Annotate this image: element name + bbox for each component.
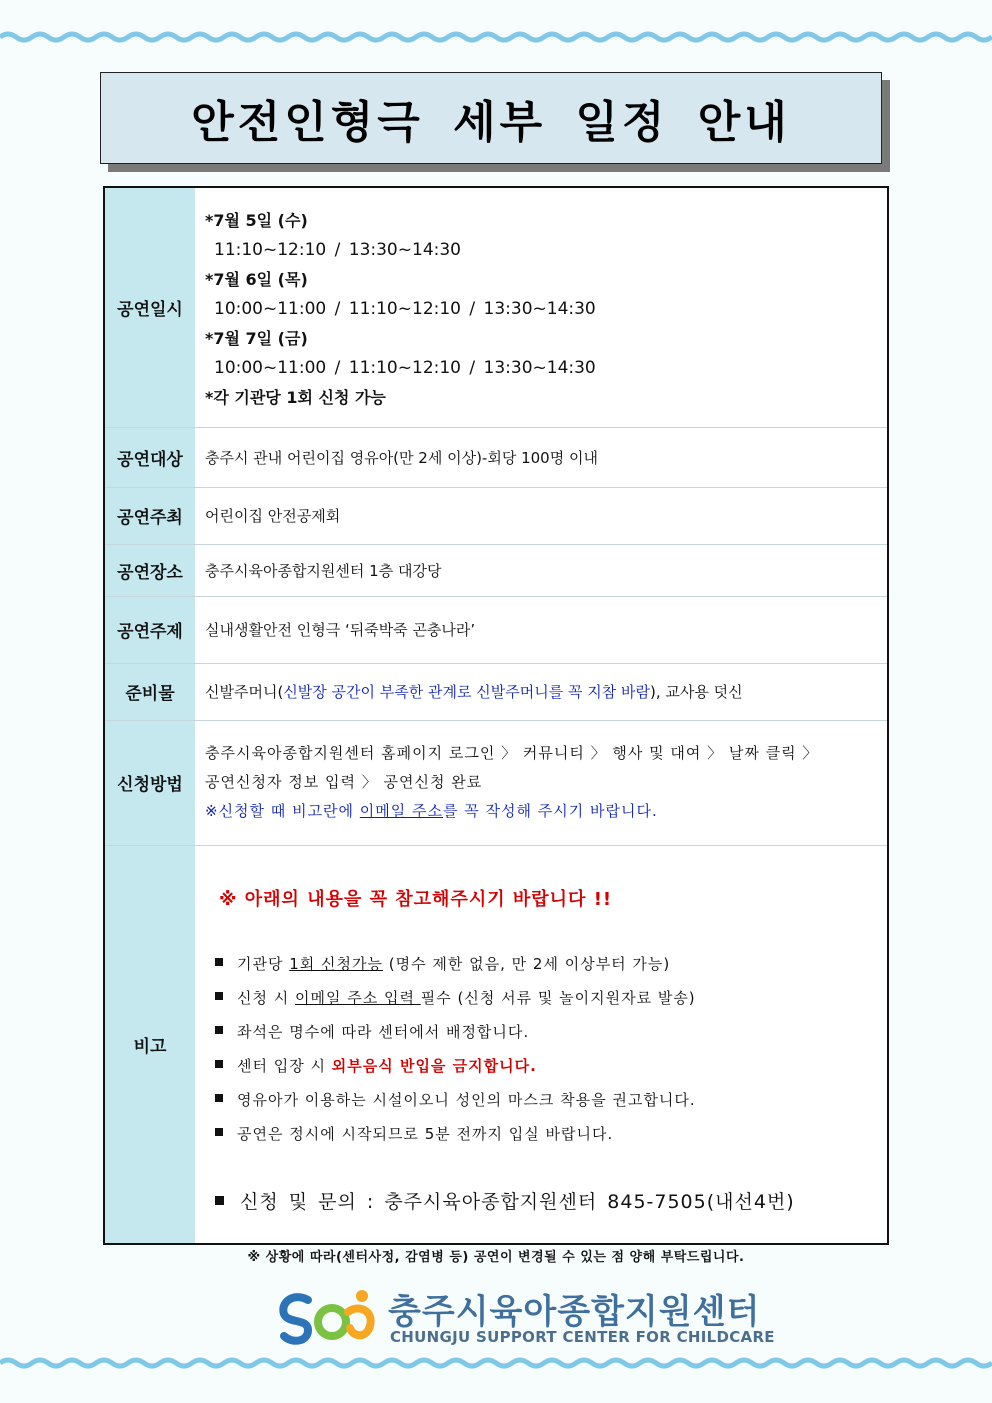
item-underlined: 1회 신청가능: [289, 954, 384, 973]
row-remarks: [104, 845, 888, 1244]
center-logo-icon: [278, 1282, 388, 1350]
row-prep: [104, 663, 888, 720]
label-schedule: 공연일시: [104, 187, 195, 427]
method-line3-a: ※신청할 때 비고란에: [205, 802, 360, 820]
bottom-wave-border: [0, 1356, 992, 1370]
square-bullet-icon: [215, 958, 223, 966]
schedule-note: *각 기관당 1회 신청 가능: [205, 388, 386, 407]
square-bullet-icon: [215, 1196, 224, 1205]
label-host: 공연주최: [104, 487, 195, 544]
item-text: 센터 입장 시: [237, 1056, 332, 1075]
logo-name-en: CHUNGJU SUPPORT CENTER FOR CHILDCARE: [390, 1328, 775, 1346]
list-item: [215, 947, 887, 981]
item-text: 신청 시: [237, 988, 296, 1007]
list-item: [215, 1117, 887, 1151]
square-bullet-icon: [215, 1060, 223, 1068]
schedule-times: 10:00~11:00 / 11:10~12:10 / 13:30~14:30: [214, 357, 596, 378]
prep-text-highlight: 신발장 공간이 부족한 관계로 신발주머니를 꼭 지참 바람: [283, 683, 650, 701]
center-logo: [278, 1282, 775, 1350]
square-bullet-icon: [215, 992, 223, 1000]
contact-text: 신청 및 문의 : 충주시육아종합지원센터 845-7505(내선4번): [240, 1190, 795, 1213]
item-text: 좌석은 명수에 따라 센터에서 배정합니다.: [237, 1022, 530, 1041]
list-item: [215, 1083, 887, 1117]
footnote: ※ 상황에 따라(센터사정, 감염병 등) 공연이 변경될 수 있는 점 양해 부탁드립니다.: [247, 1250, 745, 1265]
item-red-warning: 외부음식 반입을 금지합니다.: [331, 1056, 537, 1075]
square-bullet-icon: [215, 1094, 223, 1102]
remarks-cell: [195, 845, 888, 1244]
prep-text-c: ), 교사용 덧신: [649, 683, 743, 701]
label-prep: 준비물: [104, 663, 195, 720]
row-theme: [104, 596, 888, 663]
remarks-content: [205, 855, 887, 1234]
label-remarks: 비고: [104, 845, 195, 1244]
list-item: [215, 1015, 887, 1049]
host-value: 어린이집 안전공제회: [195, 487, 888, 544]
schedule-cell: [195, 187, 888, 427]
schedule-day: *7월 6일 (목): [205, 270, 308, 289]
logo-name-ko: 충주시육아종합지원센터: [388, 1292, 761, 1332]
remarks-warning: ※ 아래의 내용을 꼭 참고해주시기 바랍니다 !!: [219, 888, 613, 910]
row-schedule: [104, 187, 888, 427]
prep-text-a: 신발주머니(: [205, 683, 284, 701]
remarks-list: [205, 947, 887, 1151]
target-value: 충주시 관내 어린이집 영유아(만 2세 이상)-회당 100명 이내: [195, 427, 888, 487]
prep-value: [195, 663, 888, 720]
schedule-day: *7월 5일 (수): [205, 211, 308, 230]
label-method: 신청방법: [104, 720, 195, 845]
schedule-times: 11:10~12:10 / 13:30~14:30: [214, 239, 461, 260]
theme-value: 실내생활안전 인형극 ‘뒤죽박죽 곤충나라’: [195, 596, 888, 663]
row-method: [104, 720, 888, 845]
item-text: (명수 제한 없음, 만 2세 이상부터 가능): [383, 954, 671, 973]
list-item: [215, 1049, 887, 1083]
item-text: 기관당: [237, 954, 290, 973]
title-box: [100, 72, 882, 164]
label-target: 공연대상: [104, 427, 195, 487]
item-text: 영유아가 이용하는 시설이오니 성인의 마스크 착용을 권고합니다.: [237, 1090, 696, 1109]
item-text: 공연은 정시에 시작되므로 5분 전까지 입실 바랍니다.: [237, 1124, 614, 1143]
label-theme: 공연주제: [104, 596, 195, 663]
method-line2: 공연신청자 정보 입력 〉 공연신청 완료: [205, 773, 483, 791]
square-bullet-icon: [215, 1128, 223, 1136]
row-host: [104, 487, 888, 544]
method-text: [205, 739, 887, 826]
method-email-underlined: 이메일 주소: [359, 802, 444, 820]
schedule-times: 10:00~11:00 / 11:10~12:10 / 13:30~14:30: [214, 298, 596, 319]
title-banner: [100, 72, 882, 164]
item-text: 필수 (신청 서류 및 놀이지원자료 발송): [420, 988, 696, 1007]
contact-info: [205, 1187, 887, 1214]
item-underlined: 이메일 주소 입력: [295, 988, 421, 1007]
label-venue: 공연장소: [104, 544, 195, 596]
info-table: [103, 186, 889, 1245]
schedule-list: [205, 188, 887, 427]
row-target: [104, 427, 888, 487]
list-item: [215, 981, 887, 1015]
method-line1: 충주시육아종합지원센터 홈페이지 로그인 〉 커뮤니티 〉 행사 및 대여 〉 날짜 클릭 〉: [205, 744, 819, 762]
method-line3-c: 를 꼭 작성해 주시기 바랍니다.: [443, 802, 658, 820]
method-cell: [195, 720, 888, 845]
top-wave-border: [0, 30, 992, 44]
page-title: 안전인형극 세부 일정 안내: [191, 97, 791, 148]
row-venue: [104, 544, 888, 596]
venue-value: 충주시육아종합지원센터 1층 대강당: [195, 544, 888, 596]
square-bullet-icon: [215, 1026, 223, 1034]
schedule-day: *7월 7일 (금): [205, 329, 308, 348]
method-line3: [205, 797, 887, 826]
